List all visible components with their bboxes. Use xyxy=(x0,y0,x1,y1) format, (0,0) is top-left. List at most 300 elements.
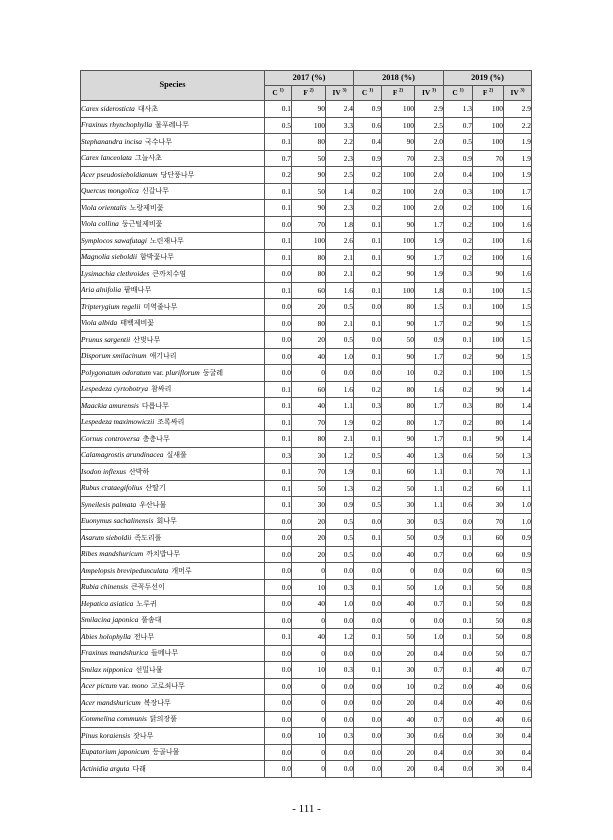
korean-name: 층층나무 xyxy=(142,434,170,443)
table-row xyxy=(81,563,532,580)
frequency-cell: 80 xyxy=(292,315,326,332)
cover-cell: 0.1 xyxy=(265,629,292,646)
importance-cell: 0.3 xyxy=(326,579,354,596)
latin-name: Commelina communis xyxy=(81,714,147,724)
metric-header xyxy=(265,86,292,101)
latin-name: Acer mandshuricum xyxy=(81,697,141,707)
frequency-cell: 40 xyxy=(382,596,415,613)
latin-name: Symplocos sawafutagi xyxy=(81,235,147,245)
importance-cell: 0.3 xyxy=(326,728,354,745)
latin-name: Ribes mandshuricum xyxy=(81,549,144,559)
importance-cell: 1.0 xyxy=(504,497,532,514)
variety-marker: var. xyxy=(116,681,132,691)
table-row xyxy=(81,464,532,481)
frequency-cell: 20 xyxy=(292,530,326,547)
cover-cell: 0.0 xyxy=(265,612,292,629)
species-cell xyxy=(81,480,265,497)
korean-name: 족도리풀 xyxy=(134,533,162,542)
cover-cell: 0.1 xyxy=(354,233,382,250)
table-row xyxy=(81,447,532,464)
cover-cell: 0.1 xyxy=(265,381,292,398)
variety-marker: var. xyxy=(151,367,166,377)
species-cell xyxy=(81,546,265,563)
species-cell xyxy=(81,464,265,481)
latin-name: Euonymus sachalinensis xyxy=(81,516,154,526)
cover-cell: 0.0 xyxy=(444,744,473,761)
frequency-cell: 90 xyxy=(382,315,415,332)
table-row xyxy=(81,579,532,596)
cover-cell: 0.1 xyxy=(444,431,473,448)
latin-name: Lespedeza maximowiczii xyxy=(81,417,155,427)
frequency-cell: 60 xyxy=(382,464,415,481)
importance-cell: 2.2 xyxy=(326,134,354,151)
korean-name: 노루귀 xyxy=(136,599,157,608)
importance-cell: 1.0 xyxy=(415,579,444,596)
frequency-cell: 40 xyxy=(382,546,415,563)
frequency-cell: 80 xyxy=(382,299,415,316)
importance-cell: 1.5 xyxy=(504,348,532,365)
frequency-cell: 0 xyxy=(292,761,326,778)
cover-cell: 0.1 xyxy=(265,249,292,266)
frequency-cell: 90 xyxy=(473,431,504,448)
importance-cell: 0.0 xyxy=(326,645,354,662)
frequency-cell: 100 xyxy=(473,299,504,316)
importance-cell: 0.0 xyxy=(326,761,354,778)
frequency-cell: 20 xyxy=(292,546,326,563)
frequency-cell: 90 xyxy=(382,266,415,283)
latin-name: Carex siderosticta xyxy=(81,103,135,113)
importance-cell: 1.8 xyxy=(415,282,444,299)
cover-cell: 0.0 xyxy=(265,266,292,283)
frequency-cell: 70 xyxy=(292,464,326,481)
cover-cell: 0.2 xyxy=(444,348,473,365)
metric-header xyxy=(415,86,444,101)
cover-cell: 0.1 xyxy=(444,464,473,481)
importance-cell: 1.6 xyxy=(326,381,354,398)
species-cell xyxy=(81,398,265,415)
cover-cell: 0.1 xyxy=(444,612,473,629)
importance-cell: 1.7 xyxy=(415,431,444,448)
importance-cell: 1.7 xyxy=(504,183,532,200)
importance-cell: 1.0 xyxy=(326,596,354,613)
species-cell xyxy=(81,711,265,728)
importance-cell: 0.0 xyxy=(415,612,444,629)
importance-cell: 2.4 xyxy=(326,101,354,118)
importance-cell: 1.9 xyxy=(504,167,532,184)
importance-cell: 0.9 xyxy=(504,563,532,580)
table-row xyxy=(81,117,532,134)
importance-cell: 1.5 xyxy=(504,365,532,382)
table-row xyxy=(81,200,532,217)
cover-cell: 0.6 xyxy=(444,447,473,464)
species-cell xyxy=(81,233,265,250)
table-row xyxy=(81,662,532,679)
species-cell xyxy=(81,695,265,712)
frequency-cell: 100 xyxy=(473,216,504,233)
importance-cell: 0.4 xyxy=(415,695,444,712)
frequency-cell: 30 xyxy=(382,513,415,530)
frequency-cell: 60 xyxy=(292,282,326,299)
cover-cell: 0.1 xyxy=(444,332,473,349)
table-row xyxy=(81,414,532,431)
importance-cell: 1.5 xyxy=(504,315,532,332)
species-cell xyxy=(81,134,265,151)
table-row xyxy=(81,299,532,316)
cover-cell: 0.1 xyxy=(354,315,382,332)
footnote-marker: 1) xyxy=(369,88,374,94)
importance-cell: 1.7 xyxy=(415,249,444,266)
metric-header xyxy=(382,86,415,101)
importance-cell: 0.5 xyxy=(415,513,444,530)
importance-cell: 1.7 xyxy=(415,414,444,431)
latin-name: Acer pseudosieboldianum xyxy=(81,169,158,179)
metric-header xyxy=(354,86,382,101)
latin-name: Prunus sargentii xyxy=(81,334,131,344)
cover-cell: 0.2 xyxy=(444,381,473,398)
frequency-cell: 30 xyxy=(292,497,326,514)
frequency-cell: 50 xyxy=(473,612,504,629)
frequency-cell: 30 xyxy=(473,761,504,778)
species-cell xyxy=(81,530,265,547)
latin-name: Hepatica asiatica xyxy=(81,598,134,608)
cover-cell: 0.7 xyxy=(265,150,292,167)
korean-name: 미역줄나무 xyxy=(143,302,178,311)
cover-cell: 0.0 xyxy=(354,546,382,563)
latin-name: Tripterygium regelii xyxy=(81,301,141,311)
frequency-cell: 20 xyxy=(382,744,415,761)
year-header: 2019 (%) xyxy=(444,71,532,86)
frequency-cell: 0 xyxy=(292,612,326,629)
table-row xyxy=(81,728,532,745)
cover-cell: 0.0 xyxy=(354,332,382,349)
latin-name: Rubia chinensis xyxy=(81,582,129,592)
frequency-cell: 20 xyxy=(292,513,326,530)
cover-cell: 0.1 xyxy=(265,414,292,431)
table-row xyxy=(81,183,532,200)
year-header: 2017 (%) xyxy=(265,71,354,86)
frequency-cell: 30 xyxy=(473,728,504,745)
korean-name: 노린재나무 xyxy=(149,236,184,245)
frequency-cell: 90 xyxy=(473,266,504,283)
frequency-cell: 100 xyxy=(473,282,504,299)
table-row xyxy=(81,744,532,761)
korean-name: 까치밥나무 xyxy=(146,550,181,559)
importance-cell: 0.8 xyxy=(504,612,532,629)
frequency-cell: 70 xyxy=(473,464,504,481)
frequency-cell: 100 xyxy=(382,200,415,217)
metric-label: IV xyxy=(332,88,341,98)
frequency-cell: 50 xyxy=(382,629,415,646)
latin-name: Calamagrostis arundinacea xyxy=(81,450,164,460)
table-row xyxy=(81,480,532,497)
korean-name: 둥굴레 xyxy=(202,368,223,377)
cover-cell: 0.0 xyxy=(265,761,292,778)
cover-cell: 0.0 xyxy=(444,695,473,712)
metric-label: IV xyxy=(421,88,431,98)
importance-cell: 0.0 xyxy=(326,711,354,728)
importance-cell: 0.5 xyxy=(326,332,354,349)
cover-cell: 0.0 xyxy=(265,695,292,712)
cover-cell: 0.6 xyxy=(444,497,473,514)
importance-cell: 2.0 xyxy=(415,167,444,184)
importance-cell: 1.7 xyxy=(415,216,444,233)
importance-cell: 0.9 xyxy=(504,546,532,563)
frequency-cell: 40 xyxy=(473,678,504,695)
frequency-cell: 70 xyxy=(292,414,326,431)
frequency-cell: 90 xyxy=(292,101,326,118)
cover-cell: 0.2 xyxy=(265,167,292,184)
importance-cell: 1.5 xyxy=(415,299,444,316)
importance-cell: 2.5 xyxy=(415,117,444,134)
cover-cell: 0.0 xyxy=(265,365,292,382)
frequency-cell: 70 xyxy=(292,216,326,233)
latin-name: Magnolia sieboldii xyxy=(81,252,138,262)
cover-cell: 0.3 xyxy=(444,183,473,200)
year-header: 2018 (%) xyxy=(354,71,444,86)
species-cell xyxy=(81,447,265,464)
cover-cell: 0.3 xyxy=(265,447,292,464)
species-cell xyxy=(81,101,265,118)
importance-cell: 1.9 xyxy=(504,134,532,151)
cover-cell: 0.1 xyxy=(444,629,473,646)
species-cell xyxy=(81,744,265,761)
frequency-cell: 40 xyxy=(382,711,415,728)
importance-cell: 0.5 xyxy=(326,513,354,530)
importance-cell: 0.0 xyxy=(326,563,354,580)
cover-cell: 0.1 xyxy=(444,282,473,299)
importance-cell: 0.4 xyxy=(504,728,532,745)
latin-name: Viola albida xyxy=(81,318,118,328)
species-cell xyxy=(81,249,265,266)
importance-cell: 1.1 xyxy=(415,480,444,497)
importance-cell: 1.4 xyxy=(326,183,354,200)
species-cell xyxy=(81,167,265,184)
frequency-cell: 50 xyxy=(473,629,504,646)
korean-name: 고로쇠나무 xyxy=(150,682,185,691)
species-cell xyxy=(81,117,265,134)
frequency-cell: 70 xyxy=(382,150,415,167)
latin-name: Isodon inflexus xyxy=(81,466,126,476)
frequency-cell: 100 xyxy=(382,117,415,134)
frequency-cell: 40 xyxy=(473,662,504,679)
latin-name: Actinidia arguta xyxy=(81,763,130,773)
variety-name: pluriflorum xyxy=(165,367,200,377)
cover-cell: 0.0 xyxy=(444,546,473,563)
cover-cell: 0.0 xyxy=(354,695,382,712)
latin-name: Viola collina xyxy=(81,219,119,229)
table-row xyxy=(81,282,532,299)
cover-cell: 0.0 xyxy=(354,761,382,778)
importance-cell: 2.2 xyxy=(504,117,532,134)
cover-cell: 0.0 xyxy=(444,645,473,662)
latin-name: Lysimachia clethroides xyxy=(81,268,150,278)
importance-cell: 0.2 xyxy=(415,678,444,695)
cover-cell: 0.0 xyxy=(265,711,292,728)
cover-cell: 0.9 xyxy=(354,150,382,167)
importance-cell: 1.6 xyxy=(504,200,532,217)
korean-name: 큰꼭두선이 xyxy=(131,583,165,592)
frequency-cell: 80 xyxy=(292,134,326,151)
frequency-cell: 90 xyxy=(473,381,504,398)
importance-cell: 1.4 xyxy=(504,431,532,448)
metric-label: F xyxy=(303,88,308,98)
frequency-cell: 40 xyxy=(473,695,504,712)
cover-cell: 0.2 xyxy=(444,480,473,497)
importance-cell: 2.1 xyxy=(326,315,354,332)
cover-cell: 0.0 xyxy=(444,678,473,695)
latin-name: Pinus koraiensis xyxy=(81,730,131,740)
cover-cell: 0.1 xyxy=(354,282,382,299)
korean-name: 산딸기 xyxy=(145,484,166,493)
importance-cell: 1.3 xyxy=(326,480,354,497)
importance-cell: 0.7 xyxy=(415,596,444,613)
importance-cell: 0.6 xyxy=(415,728,444,745)
importance-cell: 1.4 xyxy=(504,398,532,415)
importance-cell: 0.6 xyxy=(504,711,532,728)
importance-cell: 0.0 xyxy=(326,695,354,712)
footnote-marker: 2) xyxy=(398,88,404,94)
korean-name: 그늘사초 xyxy=(134,154,162,163)
korean-name: 함박꽃나무 xyxy=(140,253,174,262)
species-cell xyxy=(81,348,265,365)
frequency-cell: 90 xyxy=(382,348,415,365)
cover-cell: 0.1 xyxy=(265,480,292,497)
table-row xyxy=(81,365,532,382)
cover-cell: 0.3 xyxy=(444,266,473,283)
species-cell xyxy=(81,579,265,596)
frequency-cell: 90 xyxy=(382,431,415,448)
species-cell xyxy=(81,365,265,382)
metric-label: C xyxy=(361,88,368,98)
importance-cell: 2.1 xyxy=(326,249,354,266)
latin-name: Asarum sieboldii xyxy=(81,532,132,542)
latin-name: Fraxinus mandshurica xyxy=(81,648,149,658)
importance-cell: 1.1 xyxy=(326,398,354,415)
cover-cell: 0.2 xyxy=(354,480,382,497)
cover-cell: 0.0 xyxy=(265,728,292,745)
importance-cell: 2.0 xyxy=(415,183,444,200)
frequency-cell: 80 xyxy=(382,414,415,431)
cover-cell: 0.2 xyxy=(354,167,382,184)
latin-name: Fraxinus rhynchophylla xyxy=(81,120,153,130)
korean-name: 다래 xyxy=(132,764,146,773)
frequency-cell: 100 xyxy=(473,249,504,266)
footnote-marker: 1) xyxy=(459,88,464,94)
importance-cell: 3.3 xyxy=(326,117,354,134)
frequency-cell: 100 xyxy=(473,183,504,200)
frequency-cell: 100 xyxy=(382,101,415,118)
cover-cell: 0.9 xyxy=(444,150,473,167)
importance-cell: 1.9 xyxy=(326,414,354,431)
table-header xyxy=(81,71,532,101)
frequency-cell: 50 xyxy=(382,579,415,596)
frequency-cell: 80 xyxy=(382,398,415,415)
cover-cell: 0.1 xyxy=(444,299,473,316)
frequency-cell: 0 xyxy=(382,563,415,580)
cover-cell: 0.2 xyxy=(354,414,382,431)
species-cell xyxy=(81,678,265,695)
species-cell xyxy=(81,282,265,299)
cover-cell: 0.1 xyxy=(354,431,382,448)
importance-cell: 1.2 xyxy=(326,629,354,646)
frequency-cell: 90 xyxy=(382,216,415,233)
table-row xyxy=(81,497,532,514)
importance-cell: 0.0 xyxy=(415,563,444,580)
metric-header xyxy=(326,86,354,101)
importance-cell: 0.8 xyxy=(504,596,532,613)
cover-cell: 0.0 xyxy=(354,612,382,629)
importance-cell: 0.9 xyxy=(415,332,444,349)
species-cell xyxy=(81,183,265,200)
importance-cell: 0.7 xyxy=(415,711,444,728)
cover-cell: 0.5 xyxy=(354,497,382,514)
header-row-years xyxy=(81,71,532,86)
importance-cell: 1.3 xyxy=(504,447,532,464)
table-row xyxy=(81,761,532,778)
latin-name: Smilax nipponica xyxy=(81,664,133,674)
korean-name: 물푸레나무 xyxy=(155,121,189,130)
frequency-cell: 100 xyxy=(473,365,504,382)
table-row xyxy=(81,612,532,629)
importance-cell: 0.6 xyxy=(504,678,532,695)
cover-cell: 0.2 xyxy=(354,266,382,283)
footnote-marker: 2) xyxy=(488,88,494,94)
table-row xyxy=(81,530,532,547)
latin-name: Acer pictum xyxy=(81,681,117,691)
metric-label: C xyxy=(452,88,458,98)
latin-name: Cornus controversa xyxy=(81,433,140,443)
importance-cell: 1.9 xyxy=(415,266,444,283)
cover-cell: 0.1 xyxy=(265,464,292,481)
cover-cell: 0.1 xyxy=(265,398,292,415)
korean-name: 국수나무 xyxy=(144,137,173,146)
cover-cell: 0.0 xyxy=(354,596,382,613)
cover-cell: 0.0 xyxy=(354,744,382,761)
importance-cell: 0.4 xyxy=(415,645,444,662)
korean-name: 실새풀 xyxy=(166,451,187,460)
importance-cell: 0.4 xyxy=(415,761,444,778)
metric-label: IV xyxy=(510,88,519,98)
frequency-cell: 50 xyxy=(292,150,326,167)
importance-cell: 0.8 xyxy=(504,579,532,596)
table-row xyxy=(81,216,532,233)
cover-cell: 0.7 xyxy=(444,117,473,134)
importance-cell: 0.8 xyxy=(504,629,532,646)
frequency-cell: 20 xyxy=(382,761,415,778)
cover-cell: 0.1 xyxy=(354,464,382,481)
cover-cell: 0.1 xyxy=(444,596,473,613)
frequency-cell: 30 xyxy=(473,744,504,761)
frequency-cell: 60 xyxy=(473,546,504,563)
latin-name: Disporum smilacinum xyxy=(81,351,147,361)
frequency-cell: 100 xyxy=(382,282,415,299)
cover-cell: 0.4 xyxy=(354,134,382,151)
species-cell xyxy=(81,563,265,580)
frequency-cell: 100 xyxy=(473,200,504,217)
footnote-marker: 3) xyxy=(342,88,347,94)
latin-name: Eupatorium japonicum xyxy=(81,747,150,757)
table-row xyxy=(81,629,532,646)
importance-cell: 1.1 xyxy=(504,480,532,497)
korean-name: 노랑제비꽃 xyxy=(129,203,164,212)
frequency-cell: 50 xyxy=(382,530,415,547)
latin-name: Aria alnifolia xyxy=(81,285,122,295)
frequency-cell: 100 xyxy=(473,332,504,349)
importance-cell: 0.2 xyxy=(415,365,444,382)
species-cell xyxy=(81,200,265,217)
species-cell xyxy=(81,629,265,646)
importance-cell: 1.9 xyxy=(504,150,532,167)
